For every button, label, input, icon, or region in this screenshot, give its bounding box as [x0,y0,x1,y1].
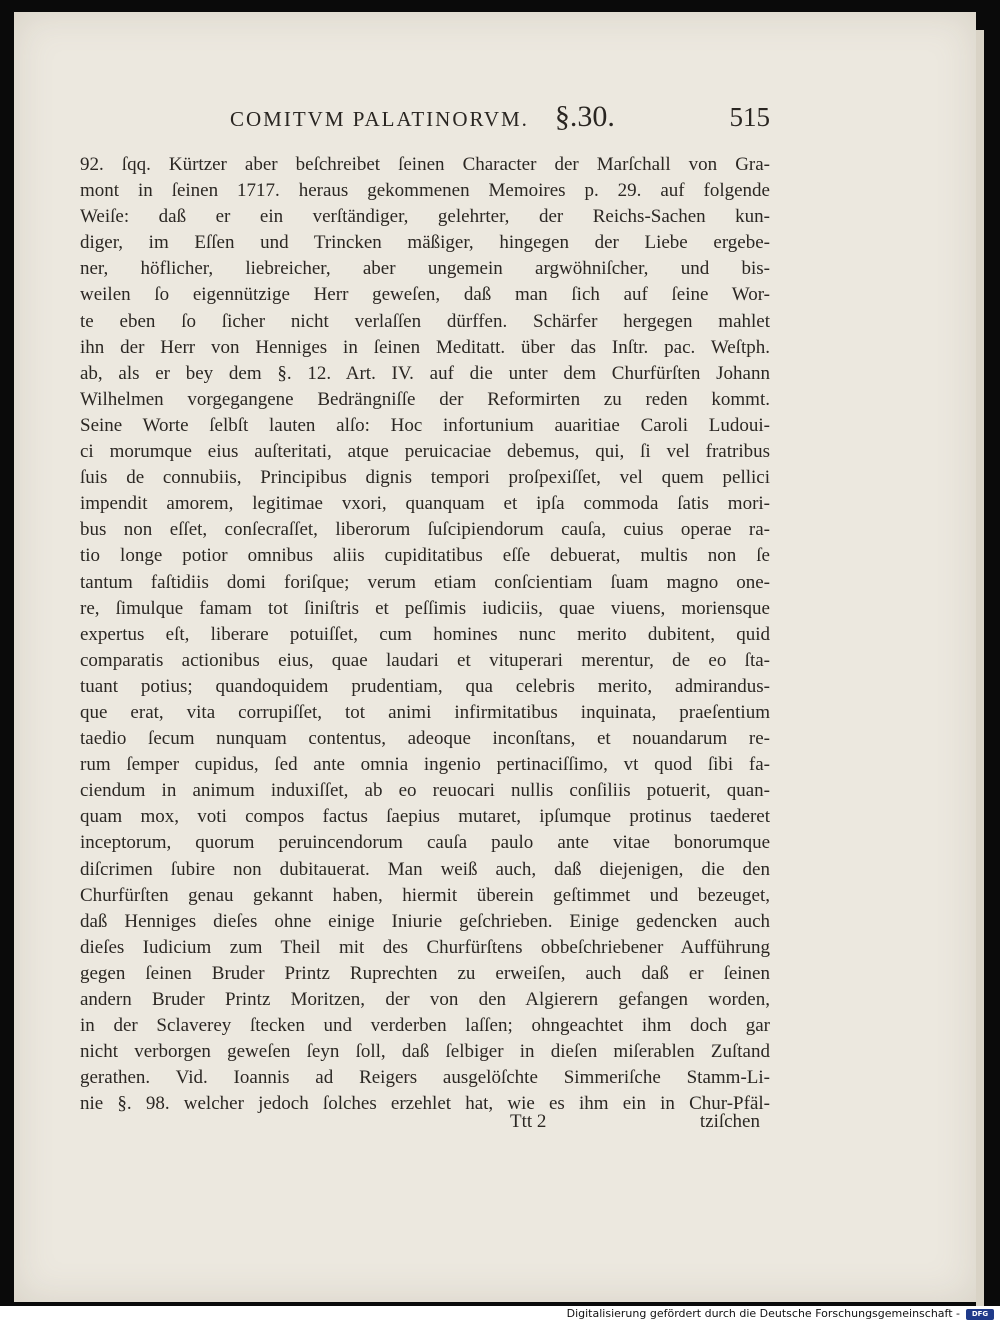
text-line: andern Bruder Printz Moritzen, der von den Algierern gefangen worden, [80,989,770,1010]
text-line: ab, als er bey dem §. 12. Art. IV. auf die unter dem Churfürſten Johann [80,362,770,384]
text-line: ner, höflicher, liebreicher, aber ungemein argwöhniſcher, und bis- [80,258,770,280]
text-line: bus non eſſet, conſecraſſet, liberorum ſuſcipiendorum cauſa, cuius operae ra- [80,519,770,541]
text-line: weilen ſo eigennützige Herr geweſen, daß man ſich auf ſeine Wor- [80,284,770,306]
text-line: in der Sclaverey ſtecken und verderben laſſen; ohngeachtet ihm doch gar [80,1015,770,1037]
text-line: daß Henniges dieſes ohne einige Iniurie geſchrieben. Einige gedencken auch [80,910,770,932]
text-line: gegen ſeinen Bruder Printz Ruprechten zu erweiſen, auch daß er ſeinen [80,962,770,984]
text-line: diſcrimen ſubire non dubitauerat. Man weiß auch, daß diejenigen, die den [80,858,770,880]
body-text [80,152,770,1117]
dfg-logo-icon: DFG [966,1309,994,1320]
running-head-section: §.30. [554,100,615,133]
text-line: nicht verborgen geweſen ſeyn ſoll, daß ſelbiger in dieſen miſerablen Zuſtand [80,1041,770,1063]
text-line: ci morumque eius auſteritati, atque peruicaciae debemus, qui, ſi vel fratribus [80,441,770,463]
text-line: Seine Worte ſelbſt lauten alſo: Hoc infortunium auaritiae Caroli Ludoui- [80,414,770,436]
text-line: gerathen. Vid. Ioannis ad Reigers ausgelöſchte Simmeriſche Stamm-Li- [80,1067,770,1089]
catch-line [80,1111,760,1137]
running-head-title: COMITVM PALATINORVM. [230,107,529,131]
text-line: tantum faſtidiis domi foriſque; verum etiam conſcientiam ſuam magno one- [80,571,770,593]
text-line: inceptorum, quorum peruincendorum cauſa paulo ante vitae bonorumque [80,832,770,854]
text-line: ihn der Herr von Henniges in ſeinen Meditatt. über das Inſtr. pac. Weſtph. [80,336,770,358]
footer-bar [0,1306,1000,1323]
page-edge [976,30,984,1310]
text-line: Weiſe: daß er ein verſtändiger, gelehrter, der Reichs-Sachen kun- [80,206,770,228]
footer-credit: Digitalisierung gefördert durch die Deutsche Forschungsgemeinschaft - [566,1307,960,1320]
running-head [230,100,770,134]
text-line: tio longe potior omnibus aliis cupiditatibus eſſe debuerat, multis non ſe [80,545,770,567]
text-line: taedio ſecum nunquam contentus, adeoque inconſtans, et nouandarum re- [80,728,770,750]
text-line: que erat, vita corrupiſſet, tot animi infirmitatibus inquinata, praeſentium [80,701,770,723]
text-line: diger, im Eſſen und Trincken mäßiger, hingegen der Liebe ergebe- [80,232,770,254]
text-line: 92. ſqq. Kürtzer aber beſchreibet ſeinen Character der Marſchall von Gra- [80,154,770,175]
page-number: 515 [729,102,770,132]
text-line: re, ſimulque famam tot ſiniſtris et peſſimis iudiciis, quae viuens, moriensque [80,597,770,619]
text-line: expertus eſt, liberare potuiſſet, cum homines nunc merito dubitent, quid [80,623,770,645]
text-line: dieſes Iudicium zum Theil mit des Churfürſtens obbeſchriebener Aufführung [80,936,770,958]
text-line: comparatis actionibus eius, quae laudari et vituperari merentur, de eo ſta- [80,649,770,671]
text-line: Churfürſten genau gekannt haben, hiermit überein geſtimmet und bezeuget, [80,884,770,906]
catchword: tziſchen [699,1111,760,1132]
text-line: nie §. 98. welcher jedoch ſolches erzehlet hat, wie es ihm ein in Chur-Pfäl- [80,1093,770,1115]
text-line: rum ſemper cupidus, ſed ante omnia ingenio pertinaciſſimo, vt quod ſibi fa- [80,754,770,776]
text-line: te eben ſo ſicher nicht verlaſſen dürffen. Schärfer hergegen mahlet [80,310,770,332]
text-line: Wilhelmen vorgegangene Bedrängniſſe der Reformirten zu reden kommt. [80,388,770,410]
text-line: mont in ſeinen 1717. heraus gekommenen Memoires p. 29. auf folgende [80,180,770,202]
text-line: ſuis de connubiis, Principibus dignis tempori proſpexiſſet, vel quem pellici [80,467,770,489]
signature-mark: Ttt 2 [510,1111,547,1132]
text-line: tuant potius; quandoquidem prudentiam, qua celebris merito, admirandus- [80,675,770,697]
text-line: quam mox, voti compos factus ſaepius mutaret, ipſumque protinus taederet [80,806,770,828]
text-line: impendit amorem, legitimae vxori, quanquam et ipſa commoda ſatis mori- [80,493,770,515]
text-line: ciendum in animum induxiſſet, ab eo reuocari nullis conſiliis potuerit, quan- [80,780,770,802]
